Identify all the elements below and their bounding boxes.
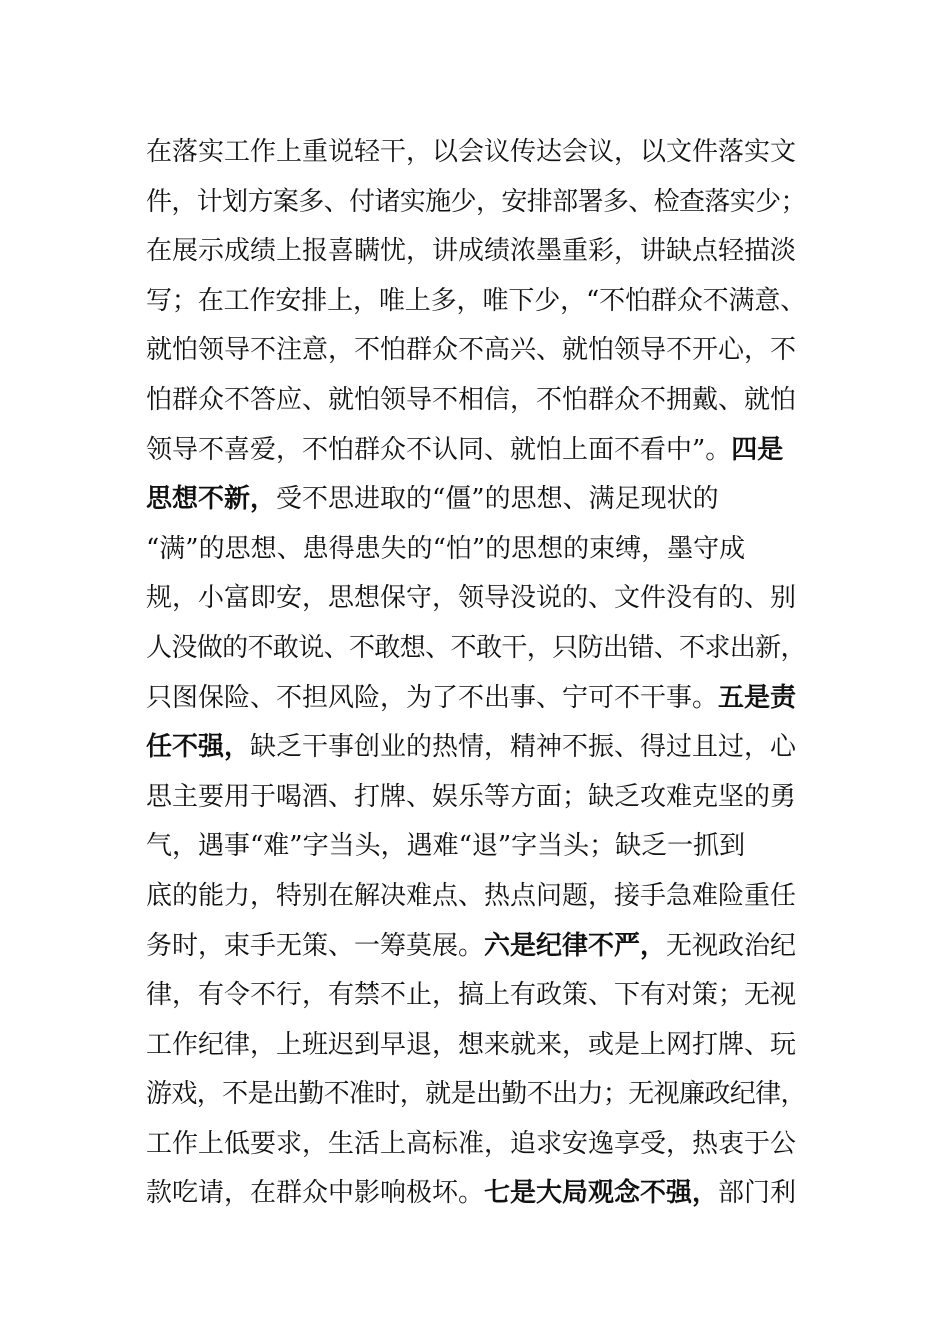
text-line bbox=[146, 971, 806, 1021]
text-line bbox=[146, 1169, 806, 1219]
text-line bbox=[146, 1120, 806, 1170]
text-line bbox=[146, 822, 806, 872]
text-run: “满”的思想、患得患失的“怕”的思想的束缚，墨守成 bbox=[146, 533, 746, 564]
text-run: 规，小富即安，思想保守，领导没说的、文件没有的、别 bbox=[146, 583, 797, 614]
bold-heading: 六是纪律不严， bbox=[484, 930, 667, 961]
text-run: 就怕领导不注意，不怕群众不高兴、就怕领导不开心，不 bbox=[146, 335, 797, 366]
text-line bbox=[146, 128, 806, 178]
text-line bbox=[146, 326, 806, 376]
text-run: 怕群众不答应、就怕领导不相信，不怕群众不拥戴、就怕 bbox=[146, 384, 797, 415]
text-run: 律，有令不行，有禁不止，搞上有政策、下有对策；无视 bbox=[146, 980, 797, 1011]
text-line bbox=[146, 922, 806, 972]
text-line bbox=[146, 674, 806, 724]
text-run: 受不思进取的“僵”的思想、满足现状的 bbox=[276, 484, 719, 515]
text-run: 在展示成绩上报喜瞒忧，讲成绩浓墨重彩，讲缺点轻描淡 bbox=[146, 236, 797, 267]
bold-heading: 任不强， bbox=[146, 732, 251, 763]
text-run: 款吃请，在群众中影响极坏。 bbox=[146, 1178, 485, 1209]
text-run: 在落实工作上重说轻干，以会议传达会议，以文件落实文 bbox=[146, 137, 797, 167]
text-run: 领导不喜爱，不怕群众不认同、就怕上面不看中”。 bbox=[146, 434, 732, 465]
text-line bbox=[146, 872, 806, 922]
body-text bbox=[146, 128, 806, 1219]
bold-heading: 思想不新， bbox=[146, 484, 277, 515]
text-line bbox=[146, 475, 806, 525]
text-run: 气，遇事“难”字当头，遇难“退”字当头；缺乏一抓到 bbox=[146, 831, 746, 862]
text-line bbox=[146, 624, 806, 674]
bold-heading: 七是大局观念不强， bbox=[484, 1178, 719, 1209]
text-line bbox=[146, 574, 806, 624]
text-line bbox=[146, 227, 806, 277]
text-line bbox=[146, 773, 806, 823]
text-run: 底的能力，特别在解决难点、热点问题，接手急难险重任 bbox=[146, 880, 797, 911]
text-run: 写；在工作安排上，唯上多，唯下少，“不怕群众不满意、 bbox=[146, 285, 807, 316]
bold-heading: 五是责 bbox=[718, 682, 797, 713]
text-run: 工作上低要求，生活上高标准，追求安逸享受，热衷于公 bbox=[146, 1128, 797, 1159]
text-line bbox=[146, 178, 806, 228]
text-line bbox=[146, 525, 806, 575]
text-run: 游戏，不是出勤不准时，就是出勤不出力；无视廉政纪律， bbox=[146, 1079, 806, 1110]
text-run: 件，计划方案多、付诸实施少，安排部署多、检查落实少； bbox=[146, 186, 806, 217]
text-line bbox=[146, 376, 806, 426]
text-run: 部门利 bbox=[718, 1178, 797, 1209]
text-line bbox=[146, 1070, 806, 1120]
text-line bbox=[146, 277, 806, 327]
text-run: 工作纪律，上班迟到早退，想来就来，或是上网打牌、玩 bbox=[146, 1029, 797, 1060]
text-line bbox=[146, 723, 806, 773]
text-run: 人没做的不敢说、不敢想、不敢干，只防出错、不求出新， bbox=[146, 632, 806, 663]
text-line bbox=[146, 426, 806, 476]
text-run: 缺乏干事创业的热情，精神不振、得过且过，心 bbox=[250, 732, 797, 763]
text-run: 务时，束手无策、一筹莫展。 bbox=[146, 930, 485, 961]
bold-heading: 四是 bbox=[731, 434, 784, 465]
text-run: 思主要用于喝酒、打牌、娱乐等方面；缺乏攻难克坚的勇 bbox=[146, 781, 797, 812]
text-line bbox=[146, 1021, 806, 1071]
text-run: 无视政治纪 bbox=[666, 930, 797, 961]
text-run: 只图保险、不担风险，为了不出事、宁可不干事。 bbox=[146, 682, 719, 713]
